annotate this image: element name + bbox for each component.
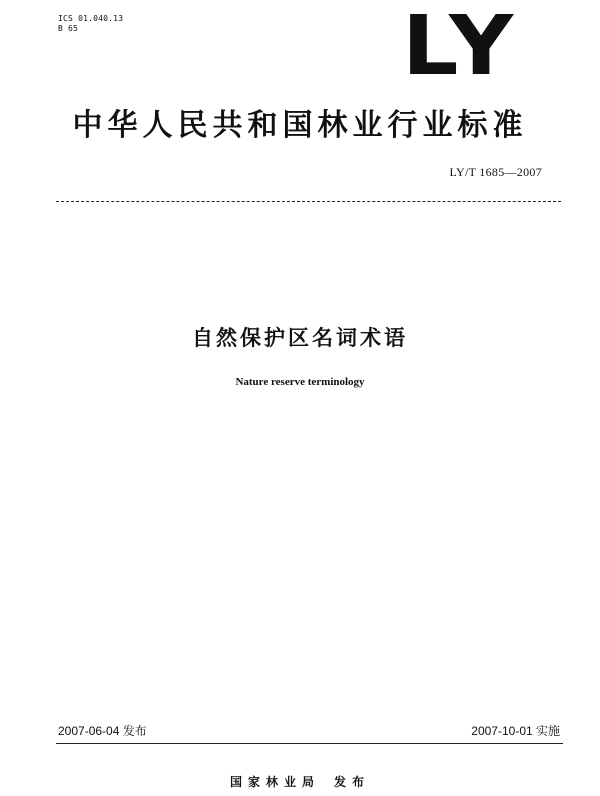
implement-date: 2007-10-01 实施 <box>471 724 560 738</box>
classification-codes <box>58 14 123 34</box>
org-title: 中华人民共和国林业行业标准 <box>72 108 528 143</box>
publish-action: 发布 <box>334 775 371 789</box>
header-divider <box>56 201 561 202</box>
publisher-name: 国家林业局 <box>229 775 320 789</box>
ccs-code: B 65 <box>58 24 79 33</box>
standard-number: LY/T 1685—2007 <box>449 165 542 179</box>
footer-divider <box>56 743 563 744</box>
document-title: 自然保护区名词术语 <box>192 326 408 350</box>
publisher-line <box>0 773 600 790</box>
document-title-english: Nature reserve terminology <box>235 376 365 388</box>
standard-logo: LY <box>402 0 518 94</box>
ics-code: ICS 01.040.13 <box>58 14 124 23</box>
publish-date: 2007-06-04 发布 <box>58 724 147 738</box>
